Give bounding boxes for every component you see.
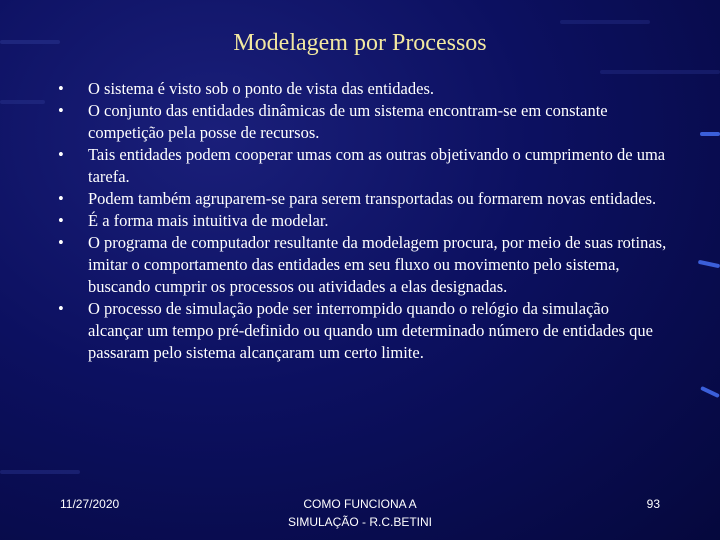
bullet-item [58,298,668,364]
bullet-marker: • [58,79,64,98]
bullet-item [58,100,668,144]
bullet-text: Tais entidades podem cooperar umas com as outras objetivando o cumprimento de uma tarefa. [88,145,666,186]
background-streak [0,470,80,474]
bullet-item [58,210,668,232]
footer-page-number: 93 [646,497,660,511]
bullet-text: O processo de simulação pode ser interrompido quando o relógio da simulação alcançar um tempo pré-definido ou quando um determinado número de entidades que passaram pelo sistema alcançaram um certo limite. [88,299,653,362]
bullet-item [58,144,668,188]
bullet-marker: • [58,211,64,230]
bullet-marker: • [58,145,64,164]
slide-title: Modelagem por Processos [233,30,487,56]
bullet-list [58,78,668,364]
bullet-text: O conjunto das entidades dinâmicas de um sistema encontram-se em constante competição pela posse de recursos. [88,101,608,142]
bullet-item [58,78,668,100]
background-streak [600,70,720,74]
bullet-item [58,188,668,210]
bullet-marker: • [58,233,64,252]
background-streak [560,20,650,24]
background-streak [700,386,720,398]
bullet-item [58,232,668,298]
bullet-marker: • [58,189,64,208]
bullet-marker: • [58,101,64,120]
background-streak [700,132,720,136]
bullet-text: É a forma mais intuitiva de modelar. [88,211,329,230]
footer-presentation-title [250,495,470,531]
footer-date: 11/27/2020 [60,497,120,511]
footer-line-1: COMO FUNCIONA A [303,497,417,511]
bullet-text: O programa de computador resultante da modelagem procura, por meio de suas rotinas, imitar o comportamento das entidades em seu fluxo ou movimento pelo sistema, buscando cumprir os processos ou atividades a elas designadas. [88,233,667,296]
background-streak [0,100,45,104]
bullet-text: Podem também agruparem-se para serem transportadas ou formarem novas entidades. [88,189,657,208]
bullet-text: O sistema é visto sob o ponto de vista das entidades. [88,79,434,98]
footer-line-2: SIMULAÇÃO - R.C.BETINI [287,515,433,529]
background-streak [698,260,720,268]
bullet-marker: • [58,299,64,318]
